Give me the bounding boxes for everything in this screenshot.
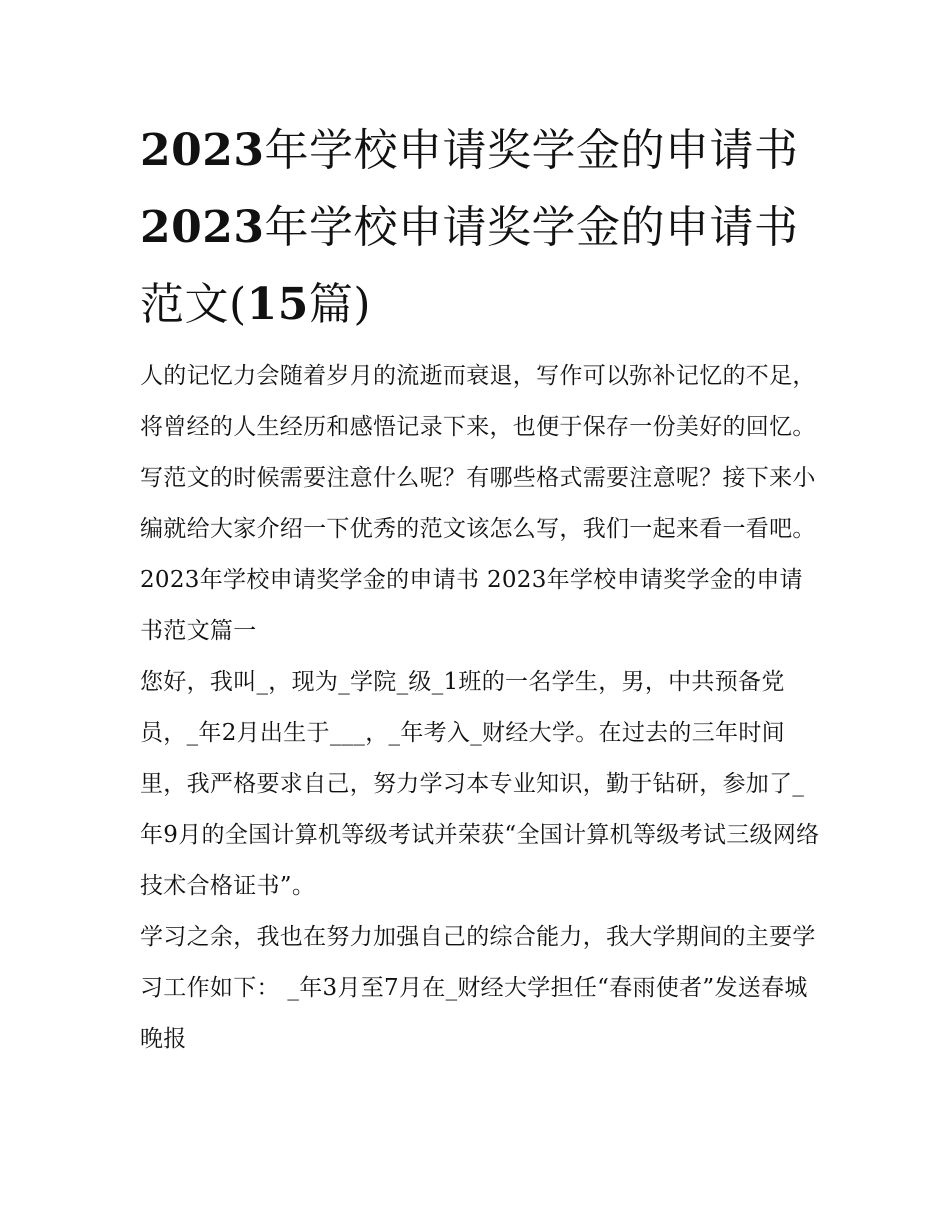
body-paragraph: 您好，我叫_，现为_学院_级_1班的一名学生，男，中共预备党员，_年2月出生于___，_年考入_财经大学。在过去的三年时间里，我严格要求自己，努力学习本专业知识，勤于钻研，参加了_年9月的全国计算机等级考试并荣获“全国计算机等级考试三级网络技术合格证书”。 (140, 669, 820, 899)
section-heading: 2023年学校申请奖学金的申请书 2023年学校申请奖学金的申请书范文篇一 (140, 567, 803, 644)
intro-paragraph: 人的记忆力会随着岁月的流逝而衰退，写作可以弥补记忆的不足，将曾经的人生经历和感悟记录下来，也便于保存一份美好的回忆。写范文的时候需要注意什么呢？有哪些格式需要注意呢？接下来小编就给大家介绍一下优秀的范文该怎么写，我们一起来看一看吧。 (140, 363, 816, 542)
document-page (140, 112, 820, 1065)
document-title: 2023年学校申请奖学金的申请书 2023年学校申请奖学金的申请书范文(15篇) (140, 125, 799, 330)
body-paragraph: 学习之余，我也在努力加强自己的综合能力，我大学期间的主要学习工作如下： _年3月至7月在_财经大学担任“春雨使者”发送春城晚报 (140, 924, 816, 1052)
